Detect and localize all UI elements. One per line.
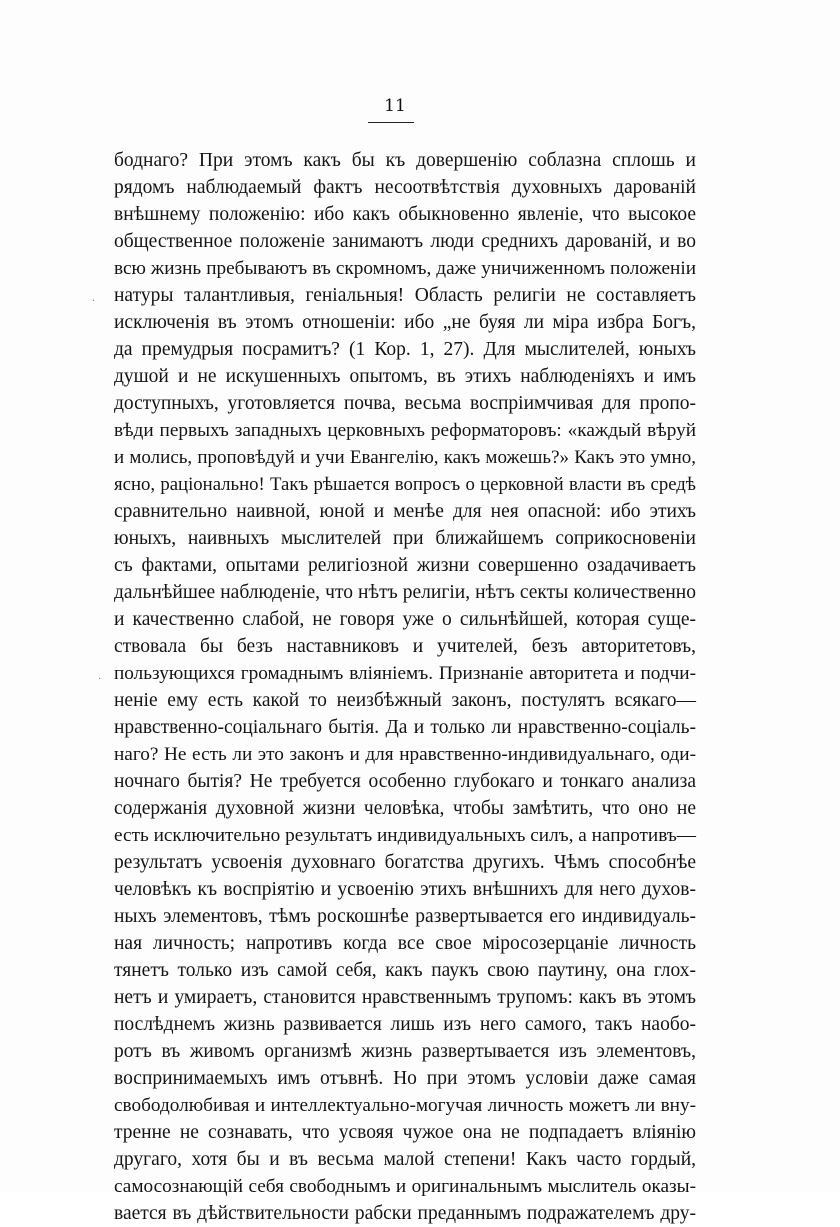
text-line: есть исключительно результатъ индивидуальныхъ силъ, а напротивъ— [114,825,697,846]
text-line: результатъ усвоенія духовнаго богатства другихъ. Чѣмъ способнѣе [114,852,696,873]
text-line: наго? Не есть ли это законъ и для нравственно-индивидуальнаго, оди- [114,744,696,765]
text-line: внѣшнему положенію: ибо какъ обыкновенно явленіе, что высокое [114,204,696,225]
body-text [114,147,696,1227]
text-line: содержанія духовной жизни человѣка, чтобы замѣтить, что оно не [114,798,696,819]
text-line: ясно, раціонально! Такъ рѣшается вопросъ о церковной власти въ средѣ [114,474,696,495]
text-line: ная личность; напротивъ когда все свое міросозерцаніе личность [114,933,696,954]
text-line: другаго, хотя бы и въ весьма малой степени! Какъ часто гордый, [114,1149,696,1170]
text-line: тянетъ только изъ самой себя, какъ паукъ свою паутину, она глох- [114,960,696,981]
text-line: дальнѣйшее наблюденіе, что нѣтъ религіи, нѣтъ секты количественно [114,582,696,603]
text-line: вѣди первыхъ западныхъ церковныхъ реформаторовъ: «каждый вѣруй [114,420,696,441]
text-line: воспринимаемыхъ имъ отъвнѣ. Но при этомъ условіи даже самая [114,1068,696,1089]
text-line: пользующихся громаднымъ вліяніемъ. Признаніе авторитета и подчи- [114,663,696,684]
text-line: ныхъ элементовъ, тѣмъ роскошнѣе развертывается его индивидуаль- [114,906,696,927]
text-line: общественное положеніе занимаютъ люди среднихъ дарованій, и во [114,231,696,252]
text-line: всю жизнь пребываютъ въ скромномъ, даже уничиженномъ положеніи [114,258,696,279]
text-line: сравнительно наивной, юной и менѣе для нея опасной: ибо этихъ [114,501,696,522]
text-line: боднаго? При этомъ какъ бы къ довершенію соблазна сплошь и [114,150,696,171]
text-line: юныхъ, наивныхъ мыслителей при ближайшемъ соприкосновеніи [114,528,696,549]
text-line: нравственно-соціальнаго бытія. Да и только ли нравственно-соціаль- [114,717,696,738]
text-line: нетъ и умираетъ, становится нравственнымъ трупомъ: какъ въ этомъ [114,987,696,1008]
text-line: человѣкъ къ воспріятію и усвоенію этихъ внѣшнихъ для него духов- [114,879,696,900]
text-line: душой и не искушенныхъ опытомъ, въ этихъ наблюденіяхъ и имъ [114,366,696,387]
text-line: съ фактами, опытами религіозной жизни совершенно озадачиваетъ [114,555,696,576]
text-line: ствовала бы безъ наставниковъ и учителей, безъ авторитетовъ, [114,636,696,657]
text-line: и молись, проповѣдуй и учи Евангелію, какъ можешь?» Какъ это умно, [114,447,696,468]
text-line: исключенія въ этомъ отношеніи: ибо „не буяя ли міра избра Богъ, [114,312,696,333]
page-number-rule [368,122,414,123]
text-line: да премудрыя посрамитъ? (1 Кор. 1, 27). Для мыслителей, юныхъ [114,339,696,360]
page-number: 11 [384,96,406,116]
text-line: вается въ дѣйствительности рабски преданнымъ подражателемъ дру- [114,1203,696,1224]
text-line: ночнаго бытія? Не требуется особенно глубокаго и тонкаго анализа [114,771,696,792]
text-line: послѣднемъ жизнь развивается лишь изъ него самого, такъ наобо- [114,1014,696,1035]
text-line: тренне не сознавать, что усвояя чужое она не подпадаетъ вліянію [114,1122,696,1143]
text-line: неніе ему есть какой то неизбѣжный законъ, постулятъ всякаго— [114,690,696,711]
text-line: рядомъ наблюдаемый фактъ несоотвѣтствія духовныхъ дарованій [114,177,696,198]
text-line: доступныхъ, уготовляется почва, весьма воспріимчивая для пропо- [114,393,696,414]
text-line: натуры талантливыя, геніальныя! Область религіи не составляетъ [114,285,696,306]
margin-speck: · [92,296,96,307]
text-line: свободолюбивая и интеллектуально-могучая личность можетъ ли вну- [114,1095,696,1116]
text-line: самосознающій себя свободнымъ и оригинальнымъ мыслитель оказы- [114,1176,696,1197]
text-line: и качественно слабой, не говоря уже о сильнѣйшей, которая суще- [114,609,696,630]
margin-speck: · [98,674,102,685]
text-line: ротъ въ живомъ организмѣ жизнь развертывается изъ элементовъ, [114,1041,696,1062]
